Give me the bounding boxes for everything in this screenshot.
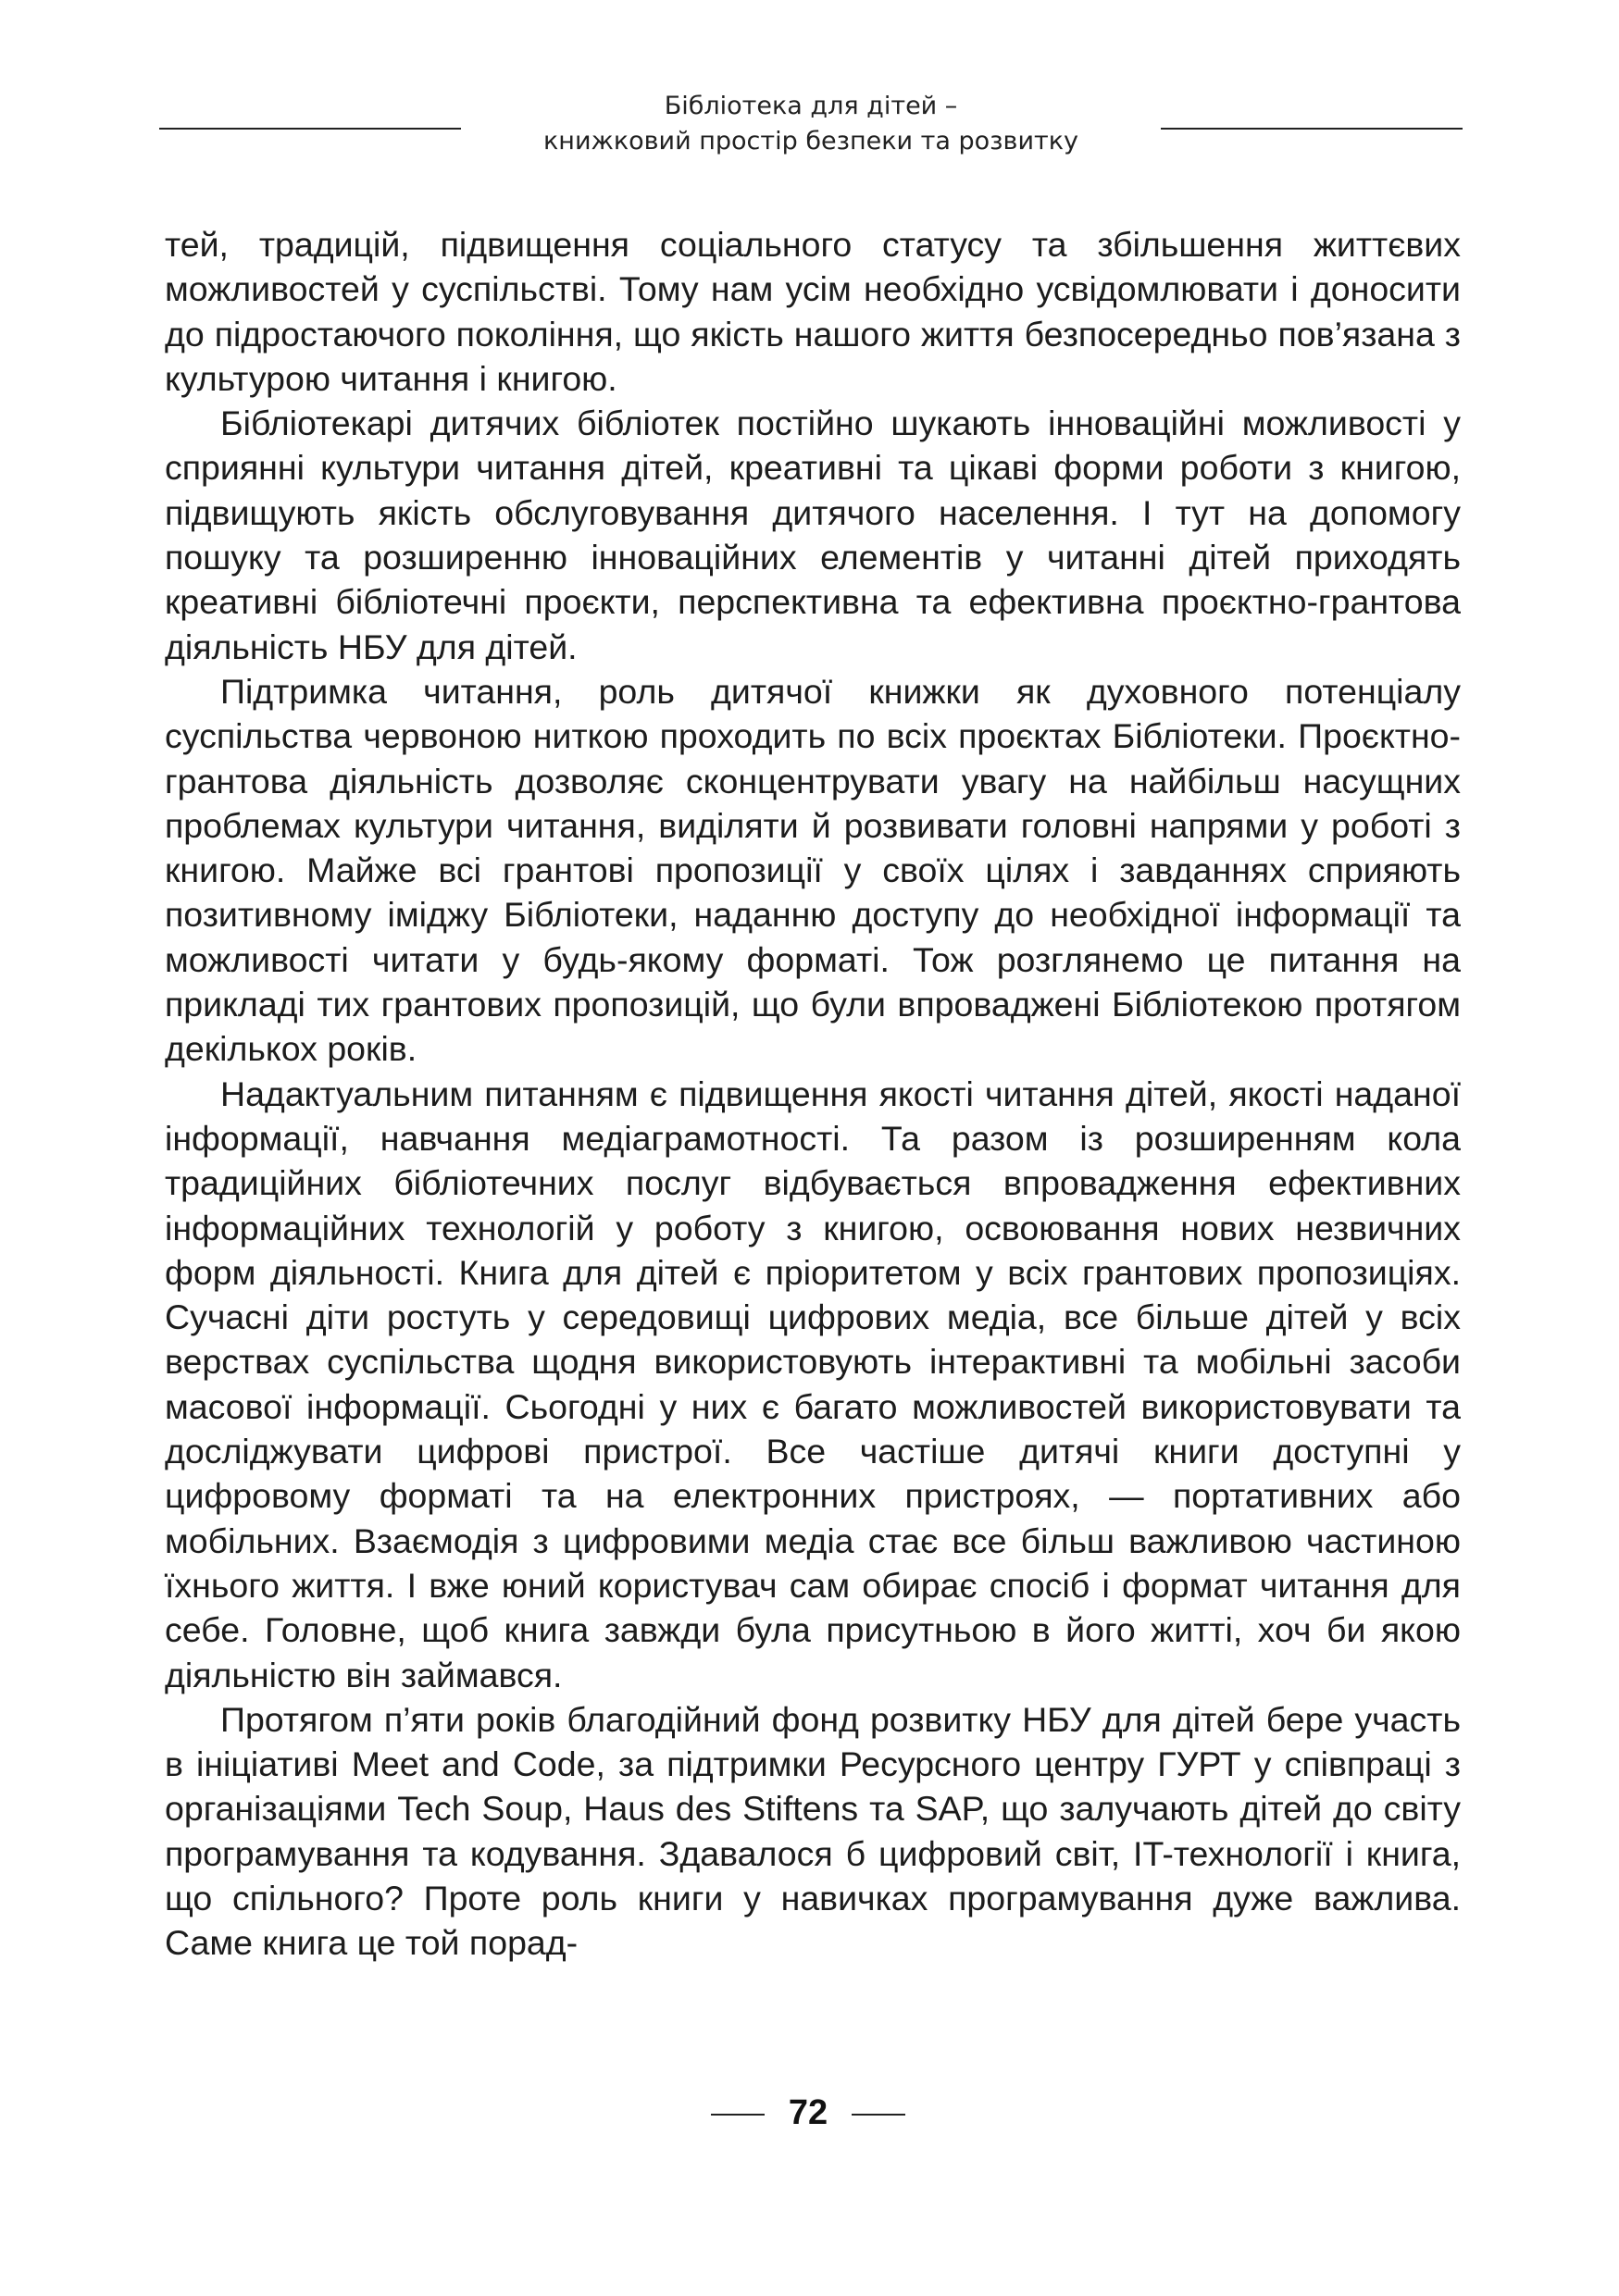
header-rule-left (159, 128, 461, 130)
page-number: 72 (788, 2093, 828, 2132)
footer-rule-left (711, 2114, 765, 2116)
footer-rule-right (852, 2114, 905, 2116)
page-footer (0, 2087, 1619, 2142)
header-title-line-2: книжковий простір безпеки та розвитку (542, 127, 1079, 155)
paragraph-2: Бібліотекарі дитячих бібліотек постійно шукають інноваційні можливості у сприянні культури читання дітей, креативні та цікаві форми роботи з книгою, підвищують якість обслуговування дитячого населення. І тут на допомогу пошуку та розширенню інноваційних елементів у читанні дітей приходять креативні бібліотечні проєкти, перспективна та ефективна проєктно-грантова діяльність НБУ для дітей. (165, 403, 1461, 666)
paragraph-3: Підтримка читання, роль дитячої книжки як духовного потенціалу суспільства червоною ниткою проходить по всіх проєктах Бібліотеки. Проєктно-грантова діяльність дозволяє сконцентрувати увагу на найбільш насущних проблемах культури читання, виділяти й розвивати головні напрями у роботі з книгою. Майже всі грантові пропозиції у своїх цілях і завданнях сприяють позитивному іміджу Бібліотеки, наданню доступу до необхідної інформації та можливості читати у будь-якому форматі. Тож розглянемо це питання на прикладі тих грантових пропозицій, що були впроваджені Бібліотекою протягом декількох років. (165, 671, 1461, 1069)
body-text (165, 222, 1461, 1966)
running-header (0, 89, 1619, 172)
paragraph-4: Надактуальним питанням є підвищення якості читання дітей, якості наданої інформації, навчання медіаграмотності. Та разом із розширенням кола традиційних бібліотечних послуг відбувається впровадження ефективних інформаційних технологій у роботу з книгою, освоювання нових незвичних форм діяльності. Книга для дітей є пріоритетом у всіх грантових пропозиціях. Сучасні діти ростуть у середовищі цифрових медіа, все більше дітей у всіх верствах суспільства щодня використовують інтерактивні та мобільні засоби масової інформації. Сьогодні у них є багато можливостей використовувати та досліджувати цифрові пристрої. Все частіше дитячі книги доступні у цифровому форматі та на електронних пристроях, — портативних або мобільних. Взаємодія з цифровими медіа стає все більш важливою частиною їхнього життя. І вже юний користувач сам обирає спосіб і формат читання для себе. Головне, щоб книга завжди була присутньою в його житті, хоч би якою діяльністю він займався. (165, 1074, 1461, 1694)
paragraph-1: тей, традицій, підвищення соціального статусу та збільшення життєвих можливостей у суспільстві. Тому нам усім необхідно усвідомлювати і доносити до підростаючого покоління, що якість нашого життя безпосередньо пов’язана з культурою читання і книгою. (165, 225, 1461, 398)
header-title-line-1: Бібліотека для дітей – (664, 92, 958, 120)
header-title (461, 89, 1161, 159)
header-rule-right (1161, 128, 1463, 130)
paragraph-5: Протягом п’яти років благодійний фонд розвитку НБУ для дітей бере участь в ініціативі Meet and Code, за підтримки Ресурсного центру ГУРТ у співпраці з організаціями Tech Soup, Haus des Stiftens та SAP, що залучають дітей до світу програмування та кодування. Здавалося б цифровий світ, IT-технології і книга, що спільного? Проте роль книги у навичках програмування дуже важлива. Саме книга це той порад- (165, 1699, 1461, 1963)
